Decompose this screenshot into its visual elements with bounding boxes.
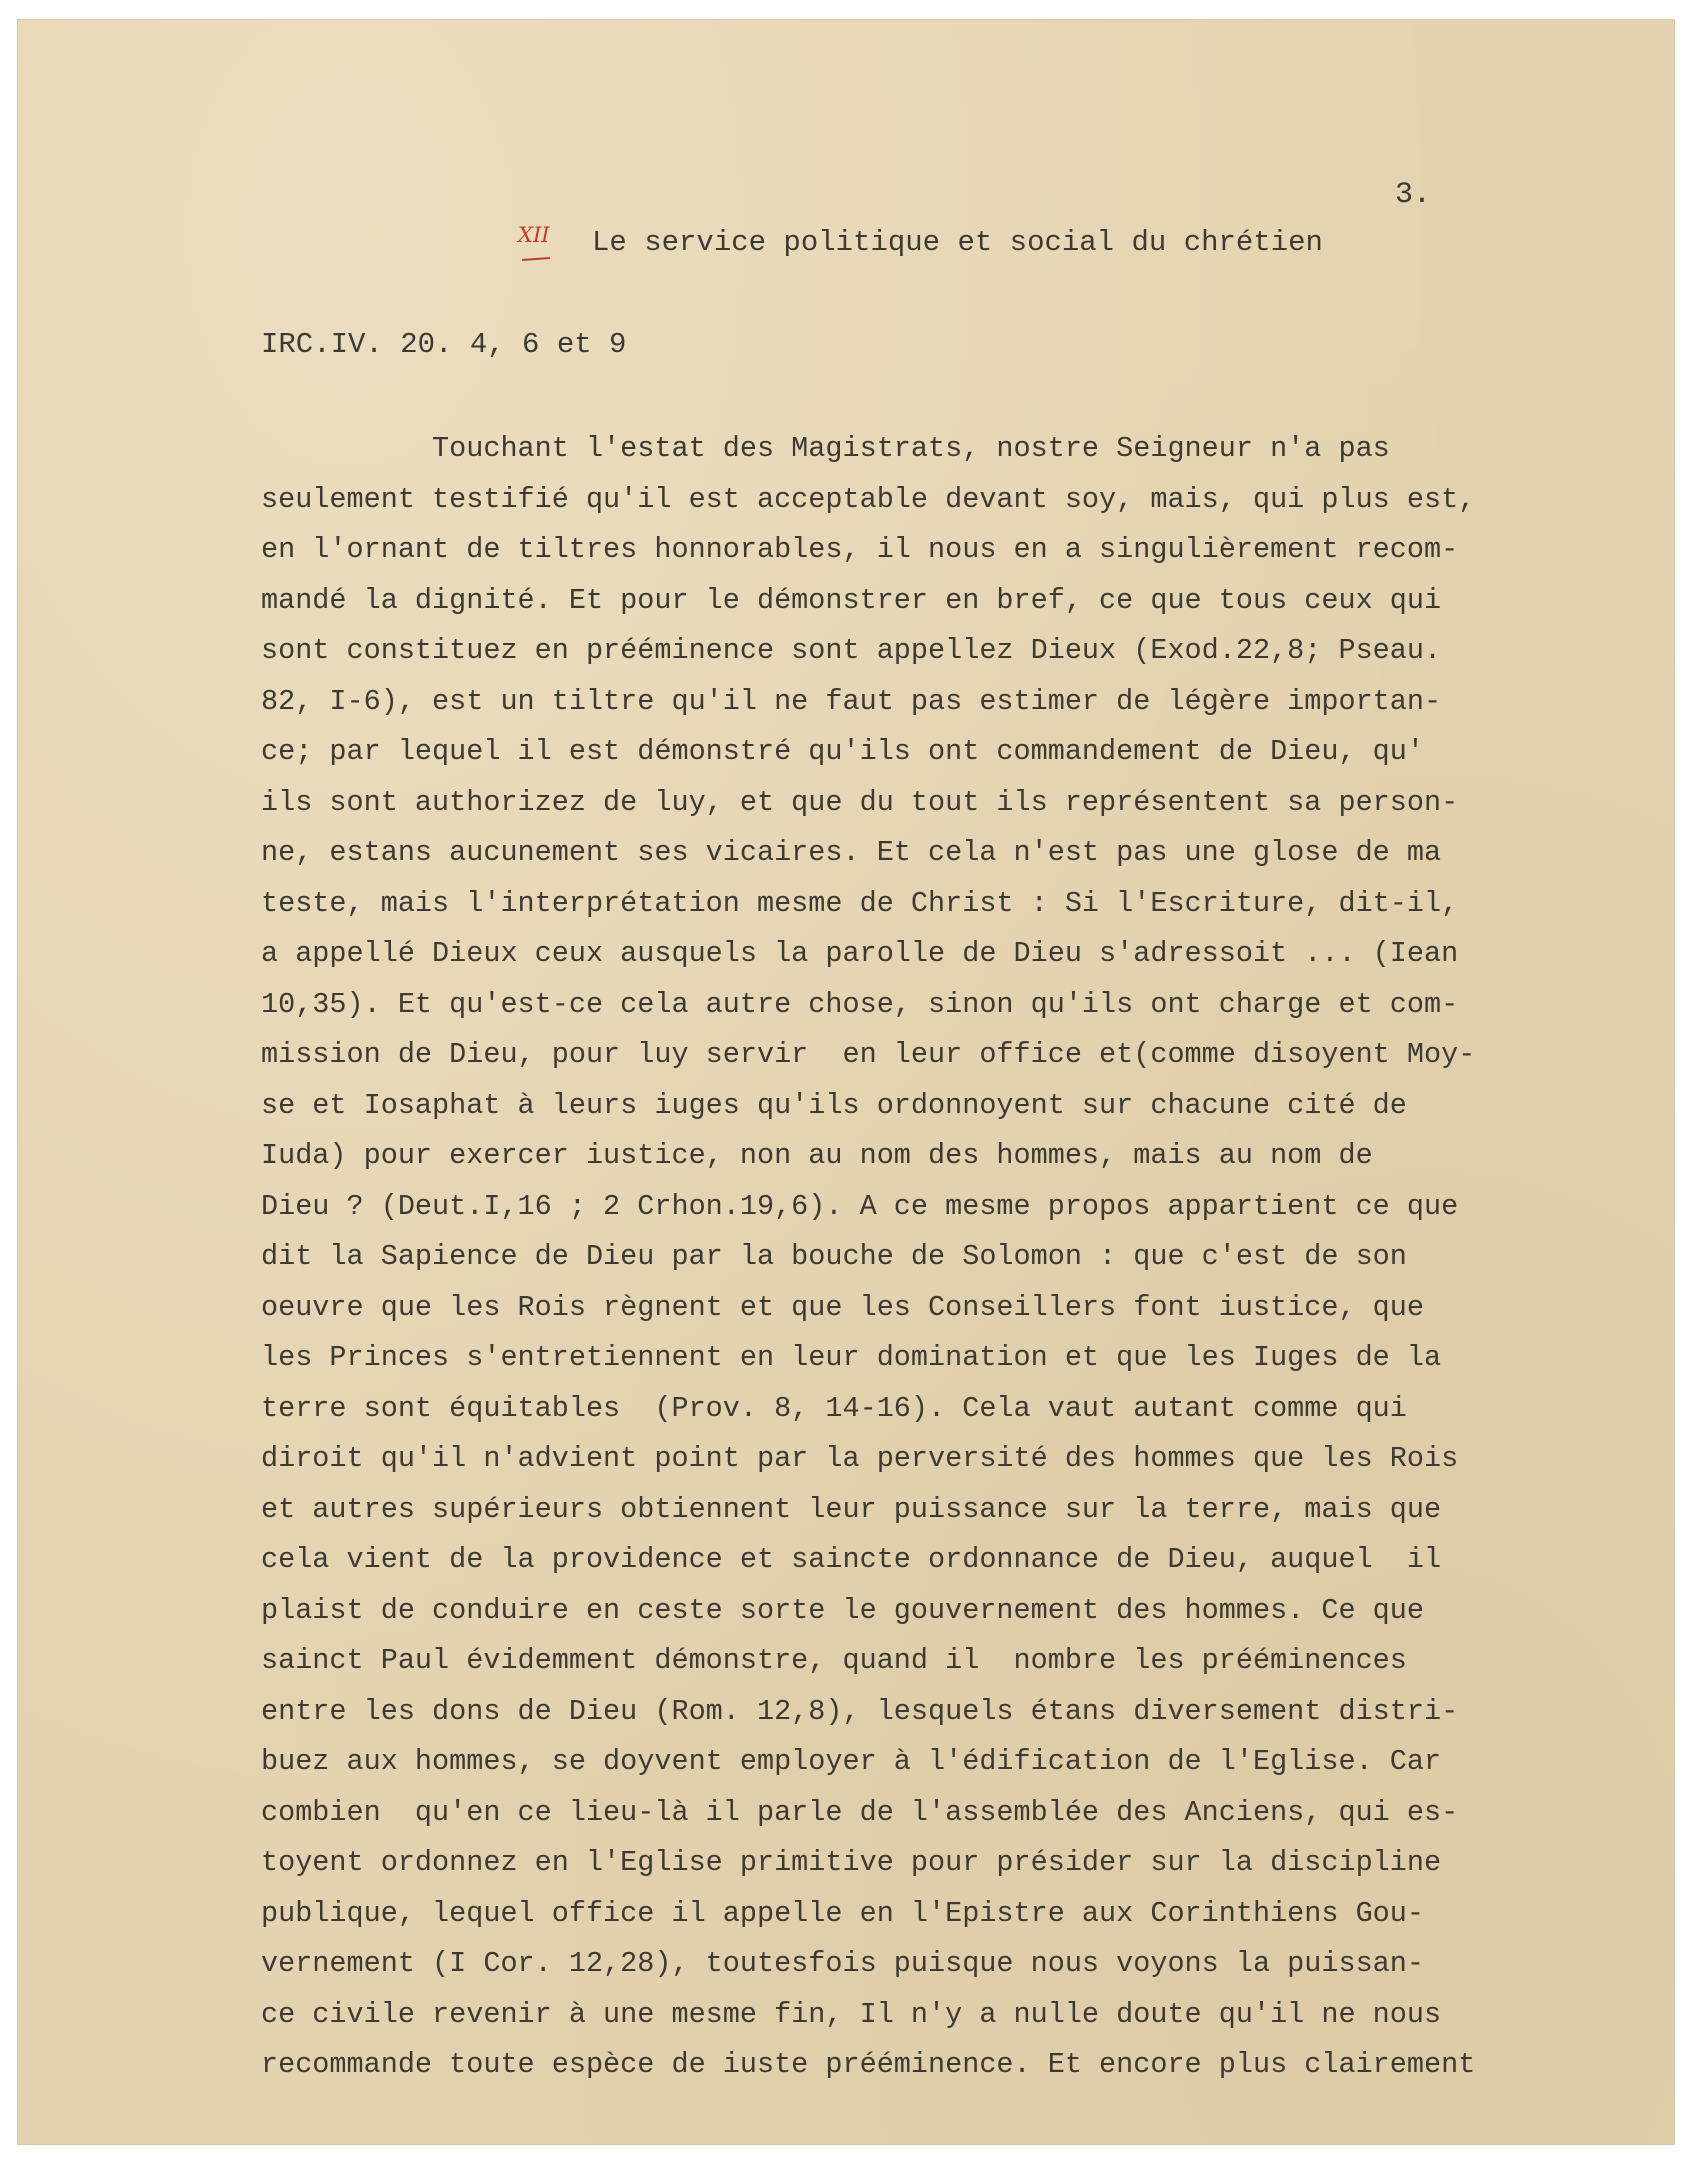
- body-text: [261, 424, 1475, 2091]
- text-line: et autres supérieurs obtiennent leur puissance sur la terre, mais que: [261, 1492, 1442, 1526]
- text-line: recommande toute espèce de iuste prééminence. Et encore plus clairement: [261, 2048, 1476, 2081]
- document-title: Le service politique et social du chrétien: [592, 226, 1323, 259]
- text-line: Iuda) pour exercer iustice, non au nom des hommes, mais au nom de: [261, 1139, 1373, 1172]
- text-line: terre sont équitables (Prov. 8, 14-16). Cela vaut autant comme qui: [261, 1391, 1407, 1425]
- text-line: ne, estans aucunement ses vicaires. Et cela n'est pas une glose de ma: [261, 836, 1442, 869]
- typewritten-page: [18, 20, 1674, 2144]
- margin-annotation: XII: [518, 223, 550, 247]
- margin-annotation-underline: [522, 257, 550, 261]
- text-line: se et Iosaphat à leurs iuges qu'ils ordonnoyent sur chacune cité de: [261, 1088, 1407, 1122]
- text-line: les Princes s'entretiennent en leur domination et que les Iuges de la: [261, 1341, 1442, 1374]
- page-number: 3.: [1395, 178, 1432, 212]
- text-line: 10,35). Et qu'est-ce cela autre chose, sinon qu'ils ont charge et com-: [261, 987, 1459, 1021]
- text-line: sont constituez en prééminence sont appellez Dieux (Exod.22,8; Pseau.: [261, 634, 1442, 667]
- text-line: toyent ordonnez en l'Eglise primitive pour présider sur la discipline: [261, 1846, 1442, 1879]
- text-line: mandé la dignité. Et pour le démonstrer en bref, ce que tous ceux qui: [261, 583, 1442, 617]
- text-line: 82, I-6), est un tiltre qu'il ne faut pas estimer de légère importan-: [261, 684, 1442, 718]
- text-line: Dieu ? (Deut.I,16 ; 2 Crhon.19,6). A ce mesme propos appartient ce que: [261, 1189, 1459, 1223]
- text-line: publique, lequel office il appelle en l'Epistre aux Corinthiens Gou-: [261, 1896, 1424, 1930]
- text-line: sainct Paul évidemment démonstre, quand il nombre les prééminences: [261, 1644, 1407, 1677]
- text-line: plaist de conduire en ceste sorte le gouvernement des hommes. Ce que: [261, 1593, 1424, 1627]
- text-line: buez aux hommes, se doyvent employer à l'édification de l'Eglise. Car: [261, 1745, 1442, 1778]
- text-line: en l'ornant de tiltres honnorables, il nous en a singulièrement recom-: [261, 533, 1459, 566]
- text-line: oeuvre que les Rois règnent et que les Conseillers font iustice, que: [261, 1290, 1424, 1324]
- text-line: ce civile revenir à une mesme fin, Il n'y a nulle doute qu'il ne nous: [261, 1997, 1442, 2031]
- text-line: cela vient de la providence et saincte ordonnance de Dieu, auquel il: [261, 1543, 1442, 1576]
- text-line: teste, mais l'interprétation mesme de Christ : Si l'Escriture, dit-il,: [261, 886, 1459, 920]
- text-line: diroit qu'il n'advient point par la perversité des hommes que les Rois: [261, 1442, 1459, 1475]
- text-line: entre les dons de Dieu (Rom. 12,8), lesquels étans diversement distri-: [261, 1694, 1459, 1728]
- text-line: seulement testifié qu'il est acceptable devant soy, mais, qui plus est,: [261, 482, 1476, 516]
- text-line: a appellé Dieux ceux ausquels la parolle de Dieu s'adressoit ... (Iean: [261, 937, 1459, 970]
- text-line: Touchant l'estat des Magistrats, nostre Seigneur n'a pas: [261, 432, 1390, 465]
- text-line: dit la Sapience de Dieu par la bouche de Solomon : que c'est de son: [261, 1240, 1407, 1273]
- text-line: vernement (I Cor. 12,28), toutesfois puisque nous voyons la puissan-: [261, 1947, 1424, 1980]
- text-line: ce; par lequel il est démonstré qu'ils ont commandement de Dieu, qu': [261, 735, 1424, 768]
- source-reference: IRC.IV. 20. 4, 6 et 9: [261, 328, 627, 361]
- text-line: ils sont authorizez de luy, et que du tout ils représentent sa person-: [261, 785, 1459, 819]
- text-line: mission de Dieu, pour luy servir en leur office et(comme disoyent Moy-: [261, 1038, 1476, 1071]
- text-line: combien qu'en ce lieu-là il parle de l'assemblée des Anciens, qui es-: [261, 1795, 1459, 1829]
